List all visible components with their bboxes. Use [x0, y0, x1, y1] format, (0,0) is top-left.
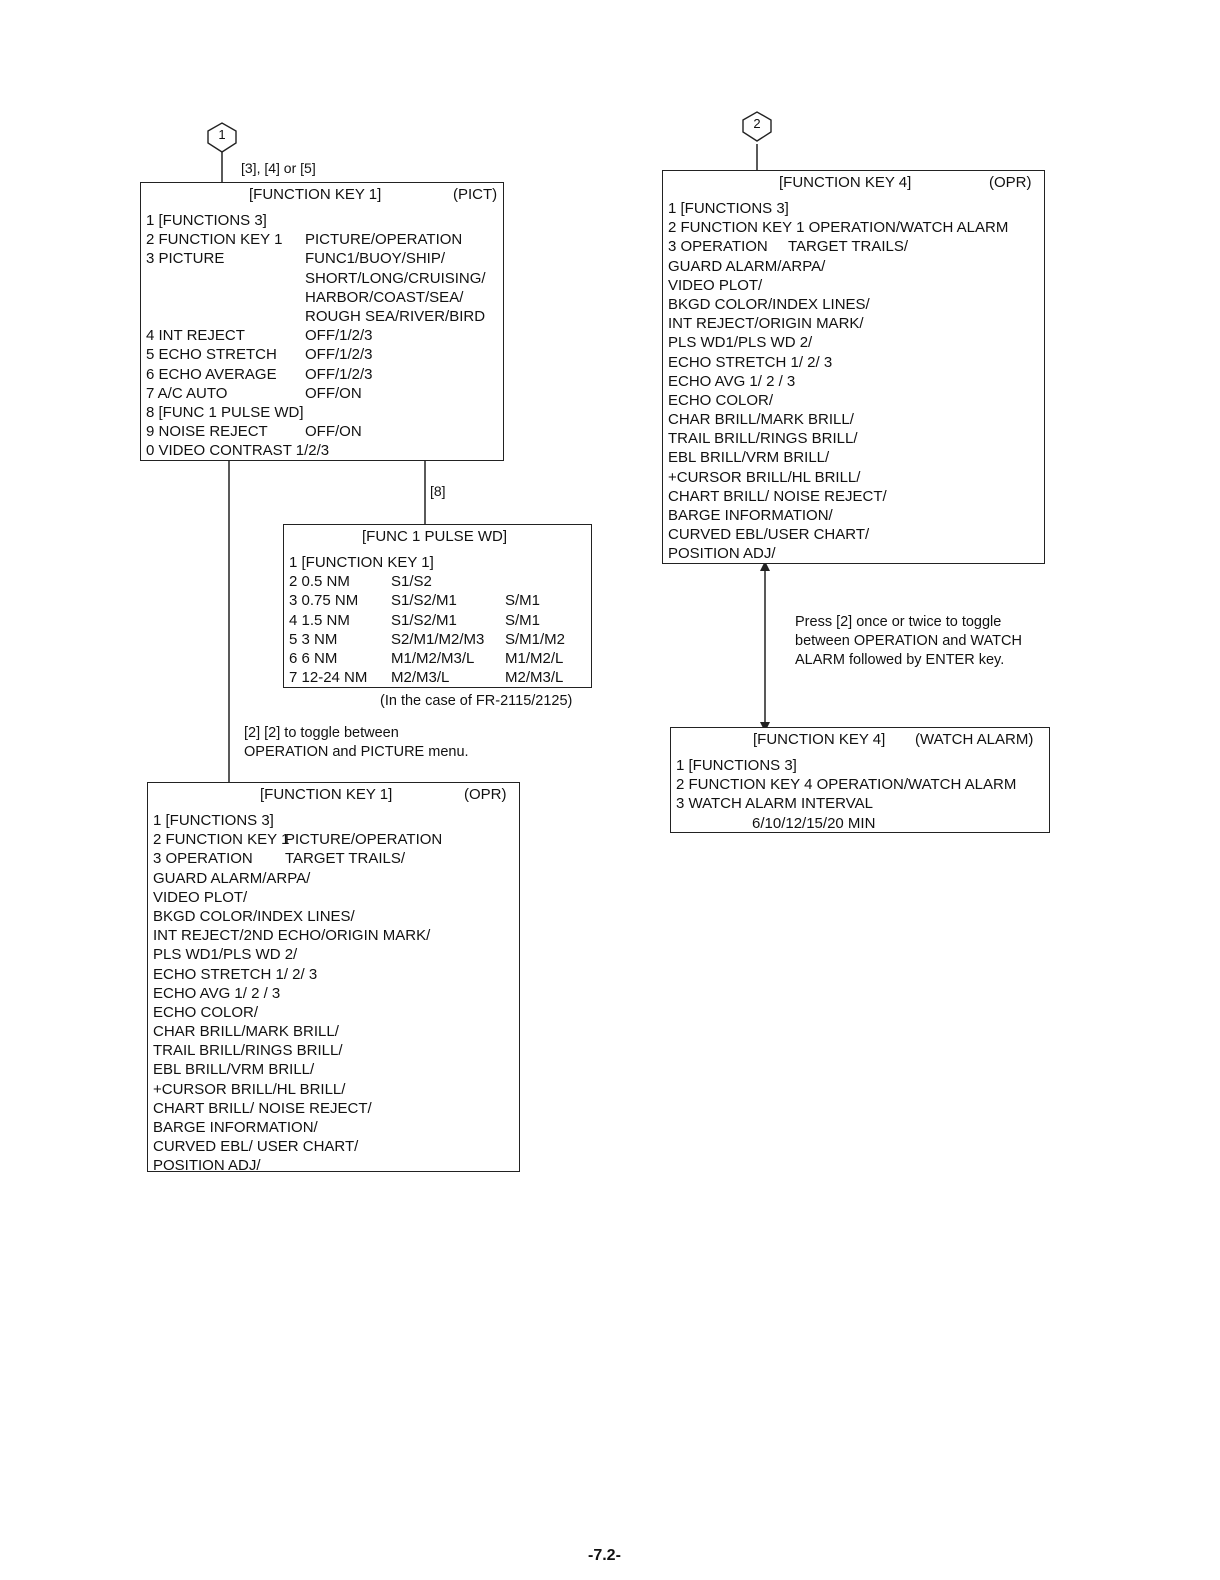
- menu-item-value: S/M1: [505, 611, 541, 629]
- menu-item-label: TRAIL BRILL/RINGS BRILL/: [668, 430, 858, 448]
- press-note: [795, 613, 1022, 670]
- menu-row: [289, 630, 587, 649]
- menu-item-label: GUARD ALARM/ARPA/: [668, 257, 826, 275]
- menu-row: [668, 391, 1040, 410]
- toggle-note: [244, 724, 469, 762]
- menu-row: [153, 1137, 515, 1156]
- box-title-name: [FUNCTION KEY 4]: [779, 174, 912, 191]
- menu-item-label: +CURSOR BRILL/HL BRILL/: [668, 468, 861, 486]
- menu-row: [153, 1099, 515, 1118]
- menu-item-label: 2 FUNCTION KEY 1: [146, 231, 283, 249]
- menu-item-label: 6 ECHO AVERAGE: [146, 365, 277, 383]
- menu-item-label: 1 [FUNCTIONS 3]: [153, 812, 274, 829]
- menu-row: [146, 326, 499, 345]
- menu-row: [668, 314, 1040, 333]
- menu-row: [146, 345, 499, 364]
- pulse-footnote: (In the case of FR-2115/2125): [380, 693, 573, 709]
- box-body: [676, 756, 1045, 833]
- menu-item-label: 6 6 NM: [289, 649, 338, 667]
- menu-item-value: HARBOR/COAST/SEA/: [305, 288, 464, 306]
- menu-item-label: ECHO AVG 1/ 2 / 3: [153, 984, 281, 1002]
- connector-2-hexagon: [740, 110, 774, 144]
- menu-item-label: 2 FUNCTION KEY 1 OPERATION/WATCH ALARM: [668, 219, 1009, 237]
- box-title-mode: (PICT): [453, 186, 498, 203]
- menu-item-value: FUNC1/BUOY/SHIP/: [305, 250, 446, 268]
- menu-item-label: 5 3 NM: [289, 630, 338, 648]
- menu-item-value: TARGET TRAILS/: [285, 850, 406, 868]
- menu-item-label: CHAR BRILL/MARK BRILL/: [153, 1023, 339, 1041]
- menu-item-value: M1/M2/L: [505, 649, 564, 667]
- menu-row: [146, 211, 499, 230]
- menu-item-value: OFF/ON: [305, 384, 362, 402]
- menu-item-label: BKGD COLOR/INDEX LINES/: [668, 295, 870, 313]
- box-title: [284, 527, 591, 547]
- menu-item-value: SHORT/LONG/CRUISING/: [305, 269, 486, 287]
- menu-item-value: TARGET TRAILS/: [788, 238, 909, 256]
- menu-row: [668, 410, 1040, 429]
- press-note-line-1: Press [2] once or twice to toggle: [795, 614, 1002, 630]
- menu-item-label: 0 VIDEO CONTRAST 1/2/3: [146, 442, 330, 460]
- menu-row: [146, 422, 499, 441]
- menu-row: [146, 249, 499, 268]
- menu-row: [146, 230, 499, 249]
- menu-item-value: OFF/1/2/3: [305, 327, 373, 345]
- menu-item-label: 2 FUNCTION KEY 1: [153, 831, 290, 849]
- menu-item-value: OFF/ON: [305, 423, 362, 441]
- menu-row: [146, 307, 499, 326]
- menu-row: [153, 965, 515, 984]
- menu-item-label: 3 PICTURE: [146, 250, 225, 268]
- menu-row: [668, 199, 1040, 218]
- menu-row: [668, 544, 1040, 563]
- press-note-line-2: between OPERATION and WATCH: [795, 633, 1022, 649]
- connector-1-hexagon: [205, 121, 239, 155]
- menu-item-value: M2/M3/L: [391, 669, 450, 687]
- menu-row: [668, 468, 1040, 487]
- menu-item-value: OFF/1/2/3: [305, 365, 373, 383]
- menu-item-label: ECHO STRETCH 1/ 2/ 3: [153, 965, 318, 983]
- menu-row: [668, 525, 1040, 544]
- menu-item-label: 3 WATCH ALARM INTERVAL: [676, 795, 873, 813]
- menu-item-label: 1 [FUNCTIONS 3]: [668, 200, 789, 217]
- menu-item-label: 4 1.5 NM: [289, 611, 350, 629]
- menu-row: [668, 276, 1040, 295]
- toggle-note-line-2: OPERATION and PICTURE menu.: [244, 744, 469, 760]
- box-body: [146, 211, 499, 460]
- menu-item-label: CHART BRILL/ NOISE REJECT/: [153, 1099, 372, 1117]
- press-note-line-3: ALARM followed by ENTER key.: [795, 652, 1005, 668]
- menu-row: [676, 756, 1045, 775]
- menu-row: [676, 814, 1045, 833]
- menu-item-label: 1 [FUNCTIONS 3]: [146, 212, 267, 229]
- menu-row: [153, 811, 515, 830]
- menu-item-label: CURVED EBL/USER CHART/: [668, 526, 870, 544]
- function-key-1-pict-box: [140, 182, 504, 461]
- menu-row: [668, 295, 1040, 314]
- menu-row: [289, 611, 587, 630]
- menu-item-value: S/M1: [505, 592, 541, 610]
- menu-item-label: BKGD COLOR/INDEX LINES/: [153, 907, 355, 925]
- menu-item-label: 3 OPERATION: [153, 850, 253, 868]
- menu-row: [668, 429, 1040, 448]
- menu-row: [146, 288, 499, 307]
- menu-item-label: INT REJECT/ORIGIN MARK/: [668, 315, 864, 333]
- box-title: [148, 785, 519, 805]
- menu-row: [153, 830, 515, 849]
- function-key-1-opr-box: [147, 782, 520, 1175]
- menu-item-label: +CURSOR BRILL/HL BRILL/: [153, 1080, 346, 1098]
- menu-item-label: BARGE INFORMATION/: [668, 507, 833, 524]
- box-title-name: [FUNCTION KEY 1]: [260, 786, 393, 803]
- menu-row: [153, 1080, 515, 1099]
- box-title-mode: (OPR): [989, 174, 1032, 191]
- menu-item-label: INT REJECT/2ND ECHO/ORIGIN MARK/: [153, 927, 431, 945]
- menu-row: [289, 553, 587, 572]
- menu-row: [153, 869, 515, 888]
- menu-item-label: 5 ECHO STRETCH: [146, 346, 277, 364]
- menu-item-label: 7 A/C AUTO: [146, 384, 228, 402]
- menu-row: [146, 365, 499, 384]
- menu-row: [146, 269, 499, 288]
- menu-row: [668, 237, 1040, 256]
- box-title: [671, 730, 1049, 750]
- menu-row: [668, 257, 1040, 276]
- function-key-4-opr-box: [662, 170, 1045, 564]
- menu-item-value: S/M1/M2: [505, 630, 566, 648]
- menu-item-label: 1 [FUNCTIONS 3]: [676, 757, 797, 774]
- box-title-mode: (OPR): [464, 786, 507, 803]
- menu-item-label: 3 OPERATION: [668, 238, 768, 256]
- toggle-note-line-1: [2] [2] to toggle between: [244, 725, 399, 741]
- box-body: [289, 553, 587, 687]
- menu-item-label: VIDEO PLOT/: [668, 276, 763, 294]
- menu-row: [153, 849, 515, 868]
- func-1-pulse-wd-box: [283, 524, 592, 688]
- menu-item-value: M1/M2/M3/L: [391, 649, 475, 667]
- menu-item-value: OFF/1/2/3: [305, 346, 373, 364]
- menu-item-label: TRAIL BRILL/RINGS BRILL/: [153, 1042, 343, 1060]
- box-title: [141, 185, 503, 205]
- menu-item-label: 3 0.75 NM: [289, 592, 359, 610]
- menu-row: [676, 794, 1045, 813]
- menu-row: [153, 907, 515, 926]
- menu-row: [668, 506, 1040, 525]
- menu-row: [153, 888, 515, 907]
- connector-1-keys: [3], [4] or [5]: [241, 160, 316, 176]
- menu-item-label: POSITION ADJ/: [153, 1157, 261, 1175]
- menu-row: [289, 591, 587, 610]
- menu-row: [668, 448, 1040, 467]
- menu-row: [153, 1118, 515, 1137]
- menu-item-label: 2 FUNCTION KEY 4 OPERATION/WATCH ALARM: [676, 776, 1017, 794]
- menu-item-label: CHART BRILL/ NOISE REJECT/: [668, 487, 887, 505]
- menu-item-value: M2/M3/L: [505, 669, 564, 687]
- menu-item-label: ECHO COLOR/: [668, 391, 774, 409]
- menu-item-value: S1/S2/M1: [391, 592, 457, 610]
- menu-row: [153, 984, 515, 1003]
- menu-item-label: 1 [FUNCTION KEY 1]: [289, 554, 434, 571]
- menu-item-value: PICTURE/OPERATION: [305, 231, 463, 249]
- menu-item-label: EBL BRILL/VRM BRILL/: [153, 1061, 315, 1079]
- menu-item-label: PLS WD1/PLS WD 2/: [153, 946, 298, 964]
- connector-1-label: 1: [218, 127, 226, 142]
- menu-item-label: CHAR BRILL/MARK BRILL/: [668, 411, 854, 429]
- page-number: -7.2-: [588, 1547, 621, 1564]
- box-title-mode: (WATCH ALARM): [915, 731, 1034, 748]
- menu-row: [146, 403, 499, 422]
- menu-item-value: S2/M1/M2/M3: [391, 630, 485, 648]
- menu-row: [289, 668, 587, 687]
- menu-row: [668, 372, 1040, 391]
- box-title-name: [FUNCTION KEY 4]: [753, 731, 886, 748]
- menu-row: [153, 945, 515, 964]
- box-title-name: [FUNC 1 PULSE WD]: [362, 528, 508, 545]
- menu-item-label: 7 12-24 NM: [289, 669, 368, 687]
- menu-item-label: EBL BRILL/VRM BRILL/: [668, 449, 830, 467]
- menu-item-label: VIDEO PLOT/: [153, 888, 248, 906]
- menu-item-label: ECHO COLOR/: [153, 1003, 259, 1021]
- menu-item-value: S1/S2: [391, 573, 432, 591]
- key-8-label: [8]: [430, 483, 446, 499]
- box-body: [153, 811, 515, 1176]
- menu-item-label: PLS WD1/PLS WD 2/: [668, 334, 813, 352]
- menu-item-label: BARGE INFORMATION/: [153, 1119, 318, 1136]
- menu-item-label: CURVED EBL/ USER CHART/: [153, 1138, 359, 1156]
- box-body: [668, 199, 1040, 564]
- menu-row: [153, 1022, 515, 1041]
- box-title-name: [FUNCTION KEY 1]: [249, 186, 382, 203]
- menu-item-value: S1/S2/M1: [391, 611, 457, 629]
- box-title: [663, 173, 1044, 193]
- menu-item-label: 9 NOISE REJECT: [146, 423, 268, 441]
- menu-item-label: 8 [FUNC 1 PULSE WD]: [146, 403, 304, 421]
- menu-row: [153, 1060, 515, 1079]
- menu-row: [146, 441, 499, 460]
- menu-row: [153, 926, 515, 945]
- menu-row: [668, 487, 1040, 506]
- menu-item-value: PICTURE/OPERATION: [285, 831, 443, 849]
- menu-row: [668, 353, 1040, 372]
- menu-row: [676, 775, 1045, 794]
- menu-item-label: 2 0.5 NM: [289, 573, 350, 591]
- menu-item-label: 4 INT REJECT: [146, 327, 245, 345]
- menu-row: [153, 1156, 515, 1175]
- menu-row: [146, 384, 499, 403]
- menu-item-label: GUARD ALARM/ARPA/: [153, 869, 311, 887]
- menu-row: [289, 572, 587, 591]
- menu-item-label: 6/10/12/15/20 MIN: [752, 814, 876, 832]
- menu-row: [289, 649, 587, 668]
- connector-2-label: 2: [753, 116, 761, 131]
- function-key-4-watch-alarm-box: [670, 727, 1050, 833]
- menu-item-label: POSITION ADJ/: [668, 545, 776, 563]
- menu-item-label: ECHO AVG 1/ 2 / 3: [668, 372, 796, 390]
- menu-row: [153, 1003, 515, 1022]
- menu-row: [153, 1041, 515, 1060]
- menu-item-value: ROUGH SEA/RIVER/BIRD: [305, 307, 486, 325]
- menu-item-label: ECHO STRETCH 1/ 2/ 3: [668, 353, 833, 371]
- menu-row: [668, 218, 1040, 237]
- menu-row: [668, 333, 1040, 352]
